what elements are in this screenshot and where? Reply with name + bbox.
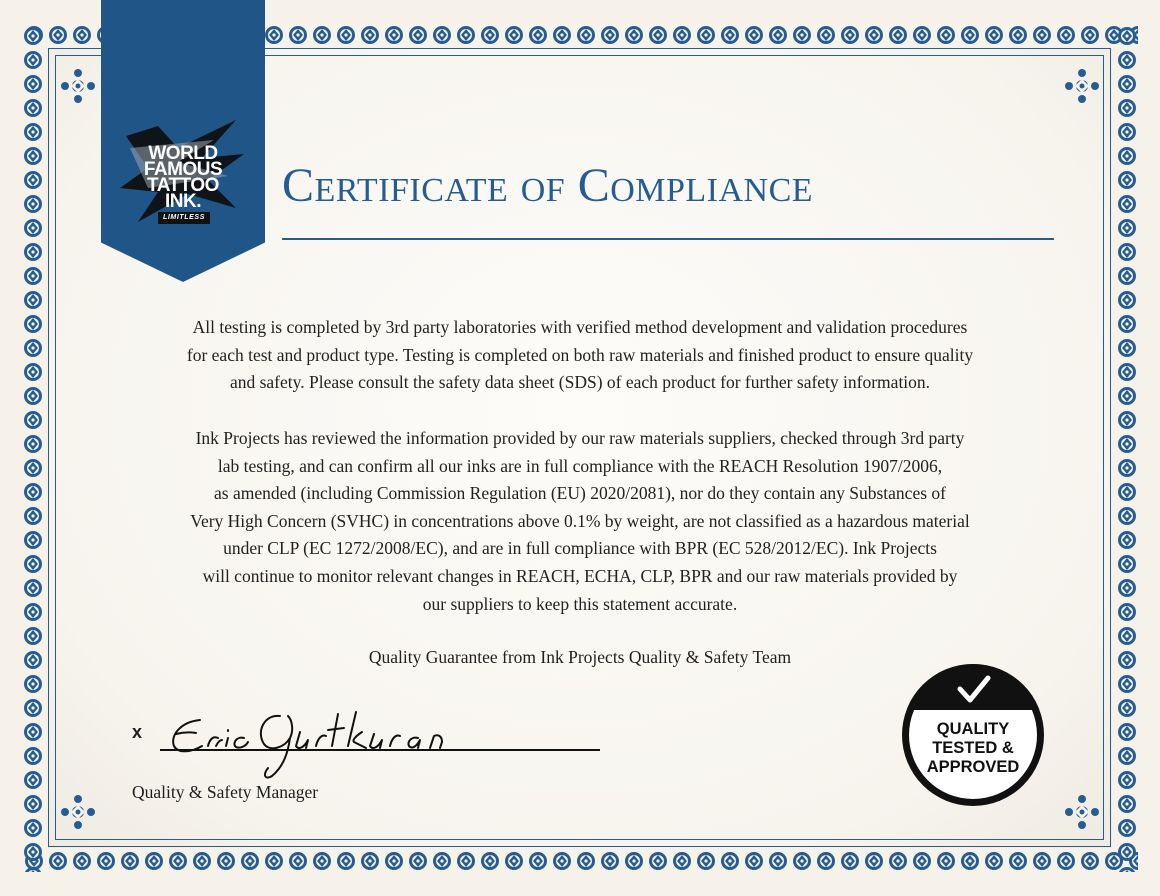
quality-guarantee: Quality Guarantee from Ink Projects Quality & Safety Team	[368, 647, 792, 667]
quality-approved-badge	[900, 662, 1046, 808]
border-bottom-band	[22, 850, 1138, 872]
corner-ornament-icon	[1062, 792, 1102, 832]
logo-line: INK.	[165, 191, 201, 212]
signature-line	[160, 749, 600, 751]
paragraph-line: Very High Concern (SVHC) in concentrations above 0.1% by weight, are not classified as a hazardous material	[190, 510, 970, 531]
badge-line: TESTED &	[932, 739, 1014, 757]
body-paragraph-1	[110, 314, 1050, 397]
badge-line: APPROVED	[926, 758, 1020, 776]
paragraph-line: and safety. Please consult the safety data sheet (SDS) of each product for further safety information.	[229, 372, 931, 393]
logo-tagline: LIMITLESS	[158, 212, 210, 224]
corner-ornament-icon	[58, 792, 98, 832]
logo-line: FAMOUS	[143, 159, 223, 180]
logo-line: TATTOO	[147, 175, 219, 196]
paragraph-line: All testing is completed by 3rd party laboratories with verified method development and validation procedures	[192, 317, 968, 337]
border-right-band	[1116, 24, 1138, 872]
paragraph-line: for each test and product type. Testing is completed on both raw materials and finished product to ensure quality	[186, 344, 974, 365]
paragraph-line: will continue to monitor relevant changes in REACH, ECHA, CLP, BPR and our raw materials provided by	[202, 565, 958, 586]
paragraph-line: lab testing, and can confirm all our inks are in full compliance with the REACH Resolution 1907/2006,	[217, 455, 943, 476]
brand-logo	[118, 118, 248, 228]
border-left-band	[22, 24, 44, 872]
corner-ornament-icon	[58, 66, 98, 106]
signature-x-mark: x	[132, 722, 143, 742]
paragraph-line: under CLP (EC 1272/2008/EC), and are in full compliance with BPR (EC 528/2012/EC). Ink Projects	[223, 538, 937, 559]
signatory-title: Quality & Safety Manager	[132, 782, 319, 802]
handwritten-signature	[160, 702, 520, 782]
certificate-title: Certificate of Compliance	[282, 159, 814, 212]
corner-ornament-icon	[1062, 66, 1102, 106]
paragraph-line: our suppliers to keep this statement accurate.	[422, 593, 738, 614]
logo-line: WORLD	[148, 143, 218, 164]
badge-line: QUALITY	[936, 720, 1010, 738]
title-underline	[282, 238, 1054, 240]
body-paragraph-2	[110, 425, 1050, 618]
paragraph-line: as amended (including Commission Regulation (EU) 2020/2081), nor do they contain any Substances of	[214, 483, 946, 504]
paragraph-line: Ink Projects has reviewed the information provided by our raw materials suppliers, checked through 3rd party	[195, 428, 965, 448]
